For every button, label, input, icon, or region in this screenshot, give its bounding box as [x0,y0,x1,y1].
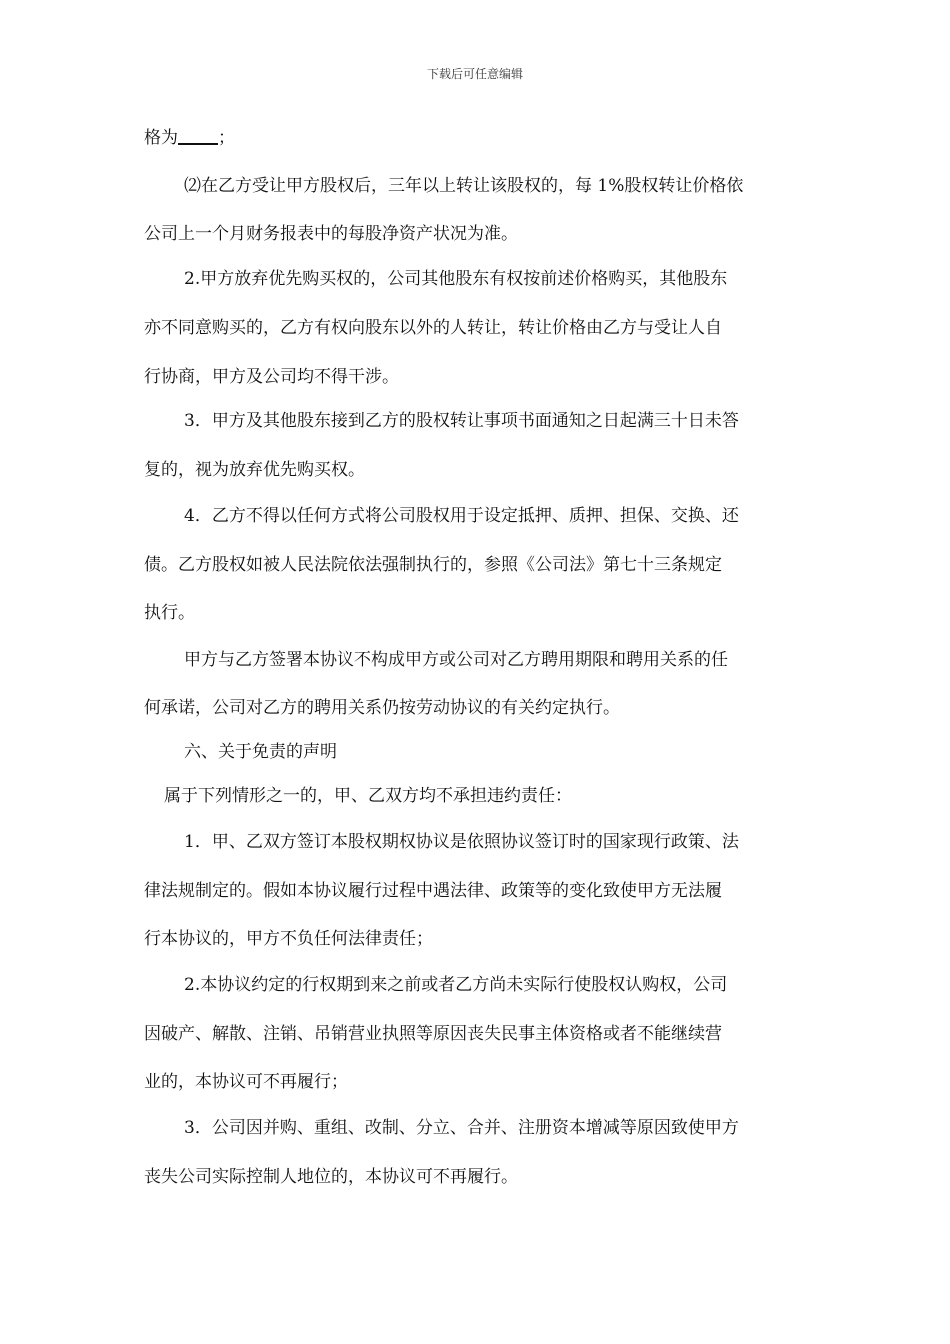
text-line: 律法规制定的。假如本协议履行过程中遇法律、政策等的变化致使甲方无法履 [144,881,722,901]
text-line [144,126,235,150]
text-line: ⑵在乙方受让甲方股权后，三年以上转让该股权的，每 1%股权转让价格依 [184,176,744,196]
text-line: 亦不同意购买的，乙方有权向股东以外的人转让，转让价格由乙方与受让人自 [144,318,722,338]
text-line: 2.甲方放弃优先购买权的，公司其他股东有权按前述价格购买，其他股东 [184,269,728,289]
text-segment: 格为 [144,128,178,148]
text-line: 4．乙方不得以任何方式将公司股权用于设定抵押、质押、担保、交换、还 [184,506,739,526]
text-segment: ； [218,128,235,148]
text-line: 甲方与乙方签署本协议不构成甲方或公司对乙方聘用期限和聘用关系的任 [184,650,728,670]
text-line: 行本协议的，甲方不负任何法律责任； [144,929,433,949]
text-line: 2.本协议约定的行权期到来之前或者乙方尚未实际行使股权认购权，公司 [184,975,728,995]
text-line: 3．公司因并购、重组、改制、分立、合并、注册资本增减等原因致使甲方 [184,1118,739,1138]
blank-underline [178,127,218,145]
text-line: 业的，本协议可不再履行； [144,1072,348,1092]
text-line: 1．甲、乙双方签订本股权期权协议是依照协议签订时的国家现行政策、法 [184,832,739,852]
text-line: 因破产、解散、注销、吊销营业执照等原因丧失民事主体资格或者不能继续营 [144,1024,722,1044]
text-line: 3．甲方及其他股东接到乙方的股权转让事项书面通知之日起满三十日未答 [184,411,739,431]
text-line: 复的，视为放弃优先购买权。 [144,460,365,480]
section-heading: 六、关于免责的声明 [184,742,337,762]
text-line: 属于下列情形之一的，甲、乙双方均不承担违约责任： [164,786,572,806]
text-line: 行协商，甲方及公司均不得干涉。 [144,367,399,387]
text-line: 何承诺，公司对乙方的聘用关系仍按劳动协议的有关约定执行。 [144,698,620,718]
text-line: 丧失公司实际控制人地位的，本协议可不再履行。 [144,1167,518,1187]
page-header: 下载后可任意编辑 [426,67,523,81]
text-line: 执行。 [144,603,195,623]
text-line: 公司上一个月财务报表中的每股净资产状况为准。 [144,224,518,244]
text-line: 债。乙方股权如被人民法院依法强制执行的，参照《公司法》第七十三条规定 [144,555,722,575]
